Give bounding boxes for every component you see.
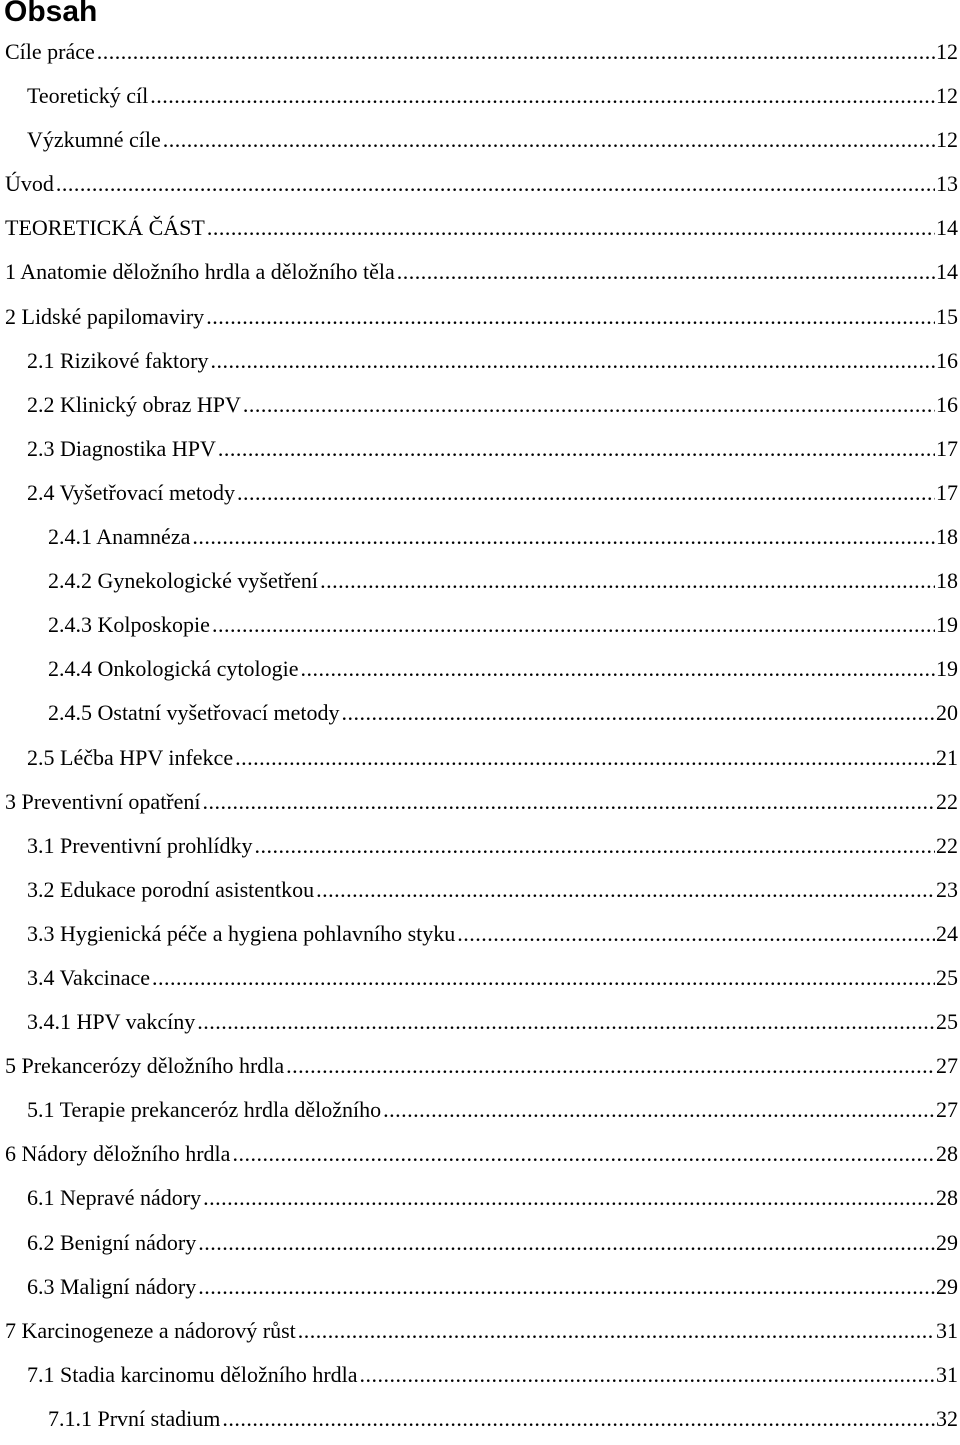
toc-entry-label: 7 Karcinogeneze a nádorový růst: [5, 1317, 296, 1343]
toc-entry-label: 2.4 Vyšetřovací metody: [27, 479, 235, 505]
toc-entry-label: 7.1 Stadia karcinomu děložního hrdla: [27, 1361, 358, 1387]
toc-entry[interactable]: [0, 784, 960, 828]
toc-entry[interactable]: [0, 651, 960, 695]
toc-entry-label: 3.1 Preventivní prohlídky: [27, 832, 253, 858]
toc-entry-page-number: 17: [936, 479, 958, 505]
toc-entry-page-number: 13: [936, 171, 958, 197]
toc-entry-page-number: 29: [936, 1229, 958, 1255]
toc-entry[interactable]: [0, 1048, 960, 1092]
dot-leader: [237, 475, 935, 511]
toc-entry-label: 6 Nádory děložního hrdla: [5, 1141, 231, 1167]
dot-leader: [56, 166, 935, 202]
dot-leader: [235, 740, 935, 776]
dot-leader: [207, 210, 935, 246]
toc-entry-label: 2.4.5 Ostatní vyšetřovací metody: [48, 700, 340, 726]
toc-entry-label: 2 Lidské papilomaviry: [5, 303, 205, 329]
dot-leader: [320, 563, 935, 599]
toc-entry[interactable]: [0, 916, 960, 960]
toc-entry-page-number: 27: [936, 1097, 958, 1123]
toc-entry[interactable]: [0, 1136, 960, 1180]
dot-leader: [232, 1136, 935, 1172]
toc-entry[interactable]: [0, 254, 960, 298]
toc-entry[interactable]: [0, 431, 960, 475]
toc-entry-label: 2.4.3 Kolposkopie: [48, 612, 210, 638]
toc-entry-label: Výzkumné cíle: [27, 127, 161, 153]
toc-entry-page-number: 17: [936, 435, 958, 461]
toc-entry[interactable]: [0, 299, 960, 343]
toc-entry-label: 3.2 Edukace porodní asistentkou: [27, 876, 315, 902]
toc-entry-page-number: 28: [936, 1185, 958, 1211]
dot-leader: [218, 431, 935, 467]
toc-entry[interactable]: [0, 1269, 960, 1313]
toc-entry-page-number: 12: [936, 39, 958, 64]
toc-entry-page-number: 24: [936, 920, 958, 946]
toc-entry[interactable]: [0, 1357, 960, 1401]
dot-leader: [298, 1313, 935, 1349]
toc-entry-page-number: 22: [936, 832, 958, 858]
toc-entry[interactable]: [0, 78, 960, 122]
dot-leader: [222, 1401, 935, 1437]
toc-entry-label: TEORETICKÁ ČÁST: [5, 215, 205, 241]
table-of-contents: [0, 34, 960, 1445]
toc-entry-page-number: 28: [936, 1141, 958, 1167]
toc-entry-page-number: 18: [936, 524, 958, 550]
toc-entry-page-number: 12: [936, 83, 958, 109]
dot-leader: [316, 872, 935, 908]
toc-entry-page-number: 31: [936, 1317, 958, 1343]
toc-entry-label: 2.4.2 Gynekologické vyšetření: [48, 568, 319, 594]
toc-entry-label: 6.1 Nepravé nádory: [27, 1185, 202, 1211]
toc-entry[interactable]: [0, 1004, 960, 1048]
toc-entry-page-number: 20: [936, 700, 958, 726]
toc-entry-page-number: 25: [936, 964, 958, 990]
toc-entry-label: 2.4.4 Onkologická cytologie: [48, 656, 299, 682]
toc-entry-page-number: 12: [936, 127, 958, 153]
toc-entry-page-number: 16: [936, 391, 958, 417]
dot-leader: [198, 1225, 935, 1261]
dot-leader: [360, 1357, 935, 1393]
toc-entry-label: 3.4 Vakcinace: [27, 964, 150, 990]
toc-entry[interactable]: [0, 122, 960, 166]
toc-entry[interactable]: [0, 1180, 960, 1224]
toc-entry[interactable]: [0, 563, 960, 607]
toc-entry-page-number: 19: [936, 656, 958, 682]
toc-entry[interactable]: [0, 1401, 960, 1445]
toc-entry-label: 7.1.1 První stadium: [48, 1405, 221, 1431]
toc-entry-page-number: 19: [936, 612, 958, 638]
toc-entry-page-number: 14: [936, 259, 958, 285]
dot-leader: [254, 828, 935, 864]
dot-leader: [197, 1004, 935, 1040]
toc-entry-label: 3.4.1 HPV vakcíny: [27, 1009, 196, 1035]
toc-entry-page-number: 22: [936, 788, 958, 814]
toc-entry-label: 1 Anatomie děložního hrdla a děložního těla: [5, 259, 395, 285]
toc-entry-page-number: 27: [936, 1053, 958, 1079]
toc-entry[interactable]: [0, 210, 960, 254]
toc-entry-page-number: 14: [936, 215, 958, 241]
toc-entry-label: 3.3 Hygienická péče a hygiena pohlavního styku: [27, 920, 456, 946]
dot-leader: [198, 1269, 935, 1305]
dot-leader: [163, 122, 935, 158]
toc-entry-page-number: 31: [936, 1361, 958, 1387]
toc-entry-label: 6.2 Benigní nádory: [27, 1229, 197, 1255]
toc-entry-label: 2.1 Rizikové faktory: [27, 347, 209, 373]
toc-entry[interactable]: [0, 343, 960, 387]
toc-entry-label: 2.2 Klinický obraz HPV: [27, 391, 241, 417]
toc-entry-page-number: 29: [936, 1273, 958, 1299]
dot-leader: [206, 299, 935, 335]
toc-entry[interactable]: [0, 1313, 960, 1357]
toc-entry-label: 6.3 Maligní nádory: [27, 1273, 197, 1299]
dot-leader: [286, 1048, 935, 1084]
dot-leader: [397, 254, 935, 290]
dot-leader: [97, 34, 935, 70]
toc-entry[interactable]: [0, 607, 960, 651]
toc-entry-page-number: 21: [936, 744, 958, 770]
toc-entry[interactable]: [0, 960, 960, 1004]
toc-entry[interactable]: [0, 1225, 960, 1269]
dot-leader: [341, 695, 935, 731]
dot-leader: [203, 784, 935, 820]
dot-leader: [210, 343, 935, 379]
toc-entry-label: 5.1 Terapie prekanceróz hrdla děložního: [27, 1097, 382, 1123]
toc-entry[interactable]: [0, 740, 960, 784]
toc-entry-page-number: 18: [936, 568, 958, 594]
toc-entry-page-number: 32: [936, 1405, 958, 1431]
toc-entry-label: 2.3 Diagnostika HPV: [27, 435, 216, 461]
toc-entry-label: Úvod: [5, 171, 54, 197]
toc-entry-page-number: 23: [936, 876, 958, 902]
toc-entry-page-number: 25: [936, 1009, 958, 1035]
toc-entry-label: 3 Preventivní opatření: [5, 788, 201, 814]
toc-entry-page-number: 15: [936, 303, 958, 329]
toc-entry[interactable]: [0, 475, 960, 519]
toc-entry[interactable]: [0, 166, 960, 210]
toc-entry[interactable]: [0, 1092, 960, 1136]
toc-entry-label: 2.5 Léčba HPV infekce: [27, 744, 234, 770]
dot-leader: [243, 387, 935, 423]
toc-entry-page-number: 16: [936, 347, 958, 373]
dot-leader: [383, 1092, 935, 1128]
dot-leader: [192, 519, 935, 555]
page-title: Obsah: [4, 0, 98, 28]
toc-entry[interactable]: [0, 872, 960, 916]
toc-entry-label: Cíle práce: [5, 39, 95, 64]
dot-leader: [457, 916, 935, 952]
toc-entry-label: Teoretický cíl: [27, 83, 149, 109]
toc-entry-label: 5 Prekancerózy děložního hrdla: [5, 1053, 285, 1079]
toc-entry-label: 2.4.1 Anamnéza: [48, 524, 191, 550]
toc-entry[interactable]: [0, 387, 960, 431]
toc-entry[interactable]: [0, 519, 960, 563]
dot-leader: [150, 78, 935, 114]
dot-leader: [152, 960, 935, 996]
dot-leader: [203, 1180, 935, 1216]
dot-leader: [212, 607, 935, 643]
toc-entry[interactable]: [0, 695, 960, 739]
toc-entry[interactable]: [0, 34, 960, 78]
toc-entry[interactable]: [0, 828, 960, 872]
dot-leader: [301, 651, 935, 687]
